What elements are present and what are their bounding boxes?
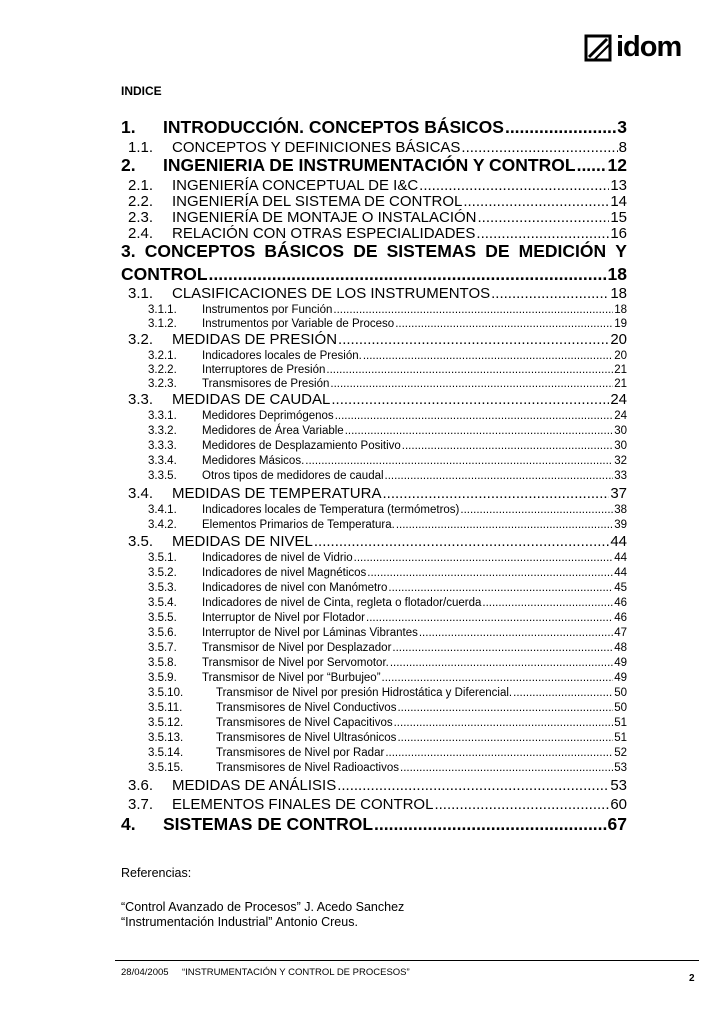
toc-number: 3.5.3.: [148, 582, 177, 594]
toc-leader: [354, 552, 614, 564]
toc-leader: [390, 657, 613, 669]
toc-page: 13: [610, 177, 627, 194]
toc-page: 21: [614, 378, 627, 390]
toc-leader: [333, 304, 613, 316]
toc-number: 3.5.1.: [148, 552, 177, 564]
toc-page: 24: [610, 391, 627, 408]
toc-number: 1.: [121, 117, 136, 137]
toc-leader: [331, 391, 609, 408]
toc-number: 3.3.5.: [148, 470, 177, 482]
toc-title: Instrumentos por Función: [202, 304, 333, 316]
toc-page: 44: [614, 552, 627, 564]
toc-page: 39: [614, 519, 627, 531]
toc-title: Medidores de Área Variable: [202, 425, 344, 437]
toc-title: Medidores Deprimógenos: [202, 410, 334, 422]
toc-leader: [400, 762, 613, 774]
idom-logo-icon: [584, 33, 614, 63]
toc-leader: [382, 672, 614, 684]
toc-page: 16: [610, 225, 627, 242]
toc-leader: [385, 470, 614, 482]
toc-number: 3.5.12.: [148, 717, 184, 729]
toc-number: 3.5.2.: [148, 567, 177, 579]
toc-title: Medidores de Desplazamiento Positivo: [202, 440, 401, 452]
toc-number: 3.1.2.: [148, 318, 177, 330]
toc-number: 3.5.8.: [148, 657, 177, 669]
toc-page: 38: [614, 504, 627, 516]
toc-title-word: Y: [615, 241, 627, 261]
toc-entry[interactable]: [128, 533, 627, 550]
toc-entry[interactable]: [148, 455, 627, 467]
toc-number: 3.5.5.: [148, 612, 177, 624]
toc-leader: [505, 117, 616, 138]
toc-entry[interactable]: [121, 155, 627, 176]
toc-leader: [397, 702, 613, 714]
toc-number: 3.6.: [128, 777, 154, 794]
toc-page: 3: [617, 117, 627, 137]
toc-leader: [395, 318, 613, 330]
toc-entry[interactable]: [128, 777, 627, 794]
toc-number: 3.1.: [128, 285, 154, 302]
toc-entry[interactable]: [121, 117, 627, 138]
toc-entry[interactable]: [128, 285, 627, 302]
toc-number: 3.4.2.: [148, 519, 177, 531]
toc-entry[interactable]: [148, 425, 627, 437]
toc-page: 44: [614, 567, 627, 579]
toc-page: 46: [614, 597, 627, 609]
toc-title: CONCEPTOS Y DEFINICIONES BÁSICAS: [172, 139, 461, 156]
toc-entry[interactable]: [148, 612, 627, 624]
toc-number: 2.: [121, 155, 136, 175]
reference-item: “Control Avanzado de Procesos” J. Acedo Sanchez: [121, 900, 405, 914]
toc-title: INGENIERÍA DEL SISTEMA DE CONTROL: [172, 193, 463, 210]
toc-title: Indicadores de nivel de Cinta, regleta o flotador/cuerda: [202, 597, 482, 609]
toc-entry[interactable]: [148, 687, 627, 699]
toc-title: Transmisor de Nivel por Desplazador: [202, 642, 392, 654]
toc-page: 50: [614, 702, 627, 714]
idom-logo: [584, 33, 680, 65]
toc-page: 50: [614, 687, 627, 699]
toc-entry[interactable]: [128, 331, 627, 348]
toc-title: Elementos Primarios de Temperatura.: [202, 519, 395, 531]
toc-leader: [397, 732, 613, 744]
toc-title: Interruptor de Nivel por Flotador: [202, 612, 365, 624]
toc-leader: [314, 533, 609, 550]
toc-leader: [385, 747, 613, 759]
toc-number: 2.1.: [128, 177, 154, 194]
toc-title: Indicadores de nivel de Vidrio: [202, 552, 353, 564]
toc-title: INGENIERIA DE INSTRUMENTACIÓN Y CONTROL: [163, 155, 576, 175]
toc-page: 44: [610, 533, 627, 550]
toc-title: Transmisores de Nivel por Radar: [216, 747, 385, 759]
toc-page: 67: [607, 814, 627, 834]
toc-title: Transmisores de Nivel Ultrasónicos: [216, 732, 397, 744]
toc-title: Transmisores de Nivel Capacitivos: [216, 717, 393, 729]
toc-leader: [491, 285, 609, 302]
toc-leader: [461, 139, 617, 156]
toc-leader: [419, 177, 609, 194]
logo-text: idom: [616, 31, 682, 63]
toc-leader: [374, 814, 607, 835]
toc-number: 3.2.3.: [148, 378, 177, 390]
toc-leader: [482, 597, 613, 609]
toc-title: Indicadores de nivel con Manómetro: [202, 582, 388, 594]
index-title: INDICE: [121, 84, 162, 98]
toc-number: 3.2.: [128, 331, 154, 348]
toc-title: CLASIFICACIONES DE LOS INSTRUMENTOS: [172, 285, 491, 302]
toc-entry[interactable]: [128, 193, 627, 210]
toc-page: 37: [610, 485, 627, 502]
toc-page: 18: [607, 264, 627, 284]
toc-page: 20: [614, 350, 627, 362]
toc-entry[interactable]: [148, 567, 627, 579]
toc-leader: [366, 612, 613, 624]
toc-number: 3.5.: [128, 533, 154, 550]
toc-leader: [476, 225, 609, 242]
toc-number: 3.5.14.: [148, 747, 184, 759]
toc-page: 20: [610, 331, 627, 348]
toc-number: 2.4.: [128, 225, 154, 242]
toc-entry[interactable]: [128, 225, 627, 242]
toc-entry[interactable]: [148, 410, 627, 422]
toc-number: 3.3.2.: [148, 425, 177, 437]
toc-leader: [338, 331, 609, 348]
toc-entry[interactable]: [121, 814, 627, 835]
toc-page: 51: [614, 717, 627, 729]
reference-item: “Instrumentación Industrial” Antonio Creus.: [121, 915, 358, 929]
toc-number: 3.3.4.: [148, 455, 177, 467]
toc-entry[interactable]: [128, 796, 627, 813]
toc-number: 1.1.: [128, 139, 154, 156]
toc-entry[interactable]: [148, 440, 627, 452]
toc-page: 52: [614, 747, 627, 759]
toc-entry[interactable]: [148, 304, 627, 316]
toc-entry[interactable]: [148, 747, 627, 759]
toc-title-word: SISTEMAS: [386, 241, 477, 261]
toc-number: 3.5.13.: [148, 732, 184, 744]
toc-title: MEDIDAS DE CAUDAL: [172, 391, 331, 408]
toc-number: 3.4.1.: [148, 504, 177, 516]
toc-leader: [394, 717, 614, 729]
footer-doc-title: “INSTRUMENTACIÓN Y CONTROL DE PROCESOS”: [182, 967, 410, 978]
toc-title-line-1: [121, 241, 627, 262]
toc-leader: [335, 410, 614, 422]
toc-entry[interactable]: [148, 702, 627, 714]
toc-title: Transmisores de Nivel Radioactivos: [216, 762, 400, 774]
toc-leader: [577, 155, 607, 176]
toc-leader: [396, 519, 613, 531]
toc-number: 3.2.1.: [148, 350, 177, 362]
toc-title-word: BÁSICOS: [264, 241, 345, 261]
toc-entry[interactable]: [148, 732, 627, 744]
toc-title: Instrumentos por Variable de Proceso: [202, 318, 395, 330]
toc-number: 3.3.1.: [148, 410, 177, 422]
toc-page: 60: [610, 796, 627, 813]
toc-page: 14: [610, 193, 627, 210]
toc-page: 53: [610, 777, 627, 794]
toc-entry[interactable]: [128, 177, 627, 194]
toc-entry[interactable]: [148, 378, 627, 390]
footer-divider: [115, 960, 699, 961]
toc-number: 3.3.3.: [148, 440, 177, 452]
toc-leader: [363, 350, 613, 362]
toc-title-line-2: [121, 264, 627, 285]
references-heading: Referencias:: [121, 866, 192, 880]
toc-page: 48: [614, 642, 627, 654]
toc-title: RELACIÓN CON OTRAS ESPECIALIDADES: [172, 225, 476, 242]
toc-title: Transmisor de Nivel por Servomotor.: [202, 657, 389, 669]
toc-number: 2.3.: [128, 209, 154, 226]
toc-title: ELEMENTOS FINALES DE CONTROL: [172, 796, 434, 813]
toc-leader: [305, 455, 613, 467]
toc-entry[interactable]: [148, 519, 627, 531]
toc-title: INTRODUCCIÓN. CONCEPTOS BÁSICOS: [163, 117, 504, 137]
toc-entry[interactable]: [148, 318, 627, 330]
toc-entry[interactable]: [148, 552, 627, 564]
toc-page: 33: [614, 470, 627, 482]
toc-leader: [345, 425, 614, 437]
toc-number: 3.5.4.: [148, 597, 177, 609]
toc-title: INGENIERÍA CONCEPTUAL DE I&C: [172, 177, 419, 194]
toc-leader: [402, 440, 613, 452]
toc-leader: [382, 485, 609, 502]
toc-leader: [330, 378, 613, 390]
toc-title: Transmisor de Nivel por “Burbujeo”: [202, 672, 381, 684]
toc-entry[interactable]: [148, 762, 627, 774]
toc-title: Interruptores de Presión: [202, 364, 326, 376]
toc-number: 3.5.7.: [148, 642, 177, 654]
toc-leader: [478, 209, 610, 226]
toc-number: 3.5.6.: [148, 627, 177, 639]
toc-title: Medidores Másicos.: [202, 455, 305, 467]
toc-entry[interactable]: [148, 350, 627, 362]
toc-page: 49: [614, 672, 627, 684]
toc-title-word: DE: [485, 241, 510, 261]
toc-entry[interactable]: [148, 364, 627, 376]
toc-title: Transmisores de Nivel Conductivos: [216, 702, 397, 714]
toc-page: 30: [614, 440, 627, 452]
toc-page: 30: [614, 425, 627, 437]
toc-title: Indicadores locales de Presión.: [202, 350, 362, 362]
toc-page: 19: [614, 318, 627, 330]
toc-page: 15: [610, 209, 627, 226]
toc-leader: [337, 777, 609, 794]
toc-number: 4.: [121, 814, 136, 834]
toc-entry[interactable]: [148, 672, 627, 684]
toc-title: Otros tipos de medidores de caudal: [202, 470, 384, 482]
toc-page: 46: [614, 612, 627, 624]
toc-number: 3.2.2.: [148, 364, 177, 376]
footer-date: 28/04/2005: [121, 967, 169, 978]
toc-title: MEDIDAS DE NIVEL: [172, 533, 313, 550]
toc-page: 8: [618, 139, 627, 156]
footer-page-number: 2: [689, 973, 695, 984]
toc-number: 3.: [121, 241, 136, 261]
toc-number: 3.7.: [128, 796, 154, 813]
toc-title: MEDIDAS DE PRESIÓN: [172, 331, 338, 348]
toc-title: Interruptor de Nivel por Láminas Vibrantes: [202, 627, 418, 639]
toc-title-word: MEDICIÓN: [518, 241, 607, 261]
toc-entry[interactable]: [148, 504, 627, 516]
toc-entry[interactable]: [128, 391, 627, 408]
toc-entry[interactable]: [148, 642, 627, 654]
toc-entry[interactable]: [148, 582, 627, 594]
toc-entry[interactable]: [128, 485, 627, 502]
toc-entry[interactable]: [128, 209, 627, 226]
toc-number: 2.2.: [128, 193, 154, 210]
toc-page: 32: [614, 455, 627, 467]
toc-title: Indicadores de nivel Magnéticos: [202, 567, 367, 579]
toc-page: 21: [614, 364, 627, 376]
toc-page: 18: [614, 304, 627, 316]
toc-leader: [209, 264, 607, 285]
toc-number: 3.5.9.: [148, 672, 177, 684]
toc-leader: [388, 582, 613, 594]
toc-title-word: DE: [353, 241, 378, 261]
toc-title: MEDIDAS DE TEMPERATURA: [172, 485, 382, 502]
toc-page: 49: [614, 657, 627, 669]
toc-entry[interactable]: [148, 597, 627, 609]
toc-leader: [460, 504, 613, 516]
toc-page: 53: [614, 762, 627, 774]
toc-page: 12: [607, 155, 627, 175]
toc-title: Indicadores locales de Temperatura (termómetros): [202, 504, 460, 516]
toc-entry[interactable]: [128, 139, 627, 156]
toc-number: 3.5.10.: [148, 687, 184, 699]
toc-entry[interactable]: [148, 470, 627, 482]
toc-number: 3.1.1.: [148, 304, 177, 316]
toc-leader: [419, 627, 613, 639]
toc-entry[interactable]: [148, 627, 627, 639]
toc-leader: [367, 567, 613, 579]
toc-title: MEDIDAS DE ANÁLISIS: [172, 777, 337, 794]
toc-leader: [434, 796, 609, 813]
toc-page: 51: [614, 732, 627, 744]
toc-leader: [326, 364, 613, 376]
toc-leader: [513, 687, 613, 699]
toc-leader: [463, 193, 609, 210]
toc-leader: [392, 642, 613, 654]
toc-title: Transmisor de Nivel por presión Hidrostática y Diferencial.: [216, 687, 513, 699]
toc-number: 3.4.: [128, 485, 154, 502]
toc-title-word: CONCEPTOS: [144, 241, 256, 261]
toc-entry[interactable]: [148, 717, 627, 729]
toc-title: SISTEMAS DE CONTROL: [163, 814, 374, 834]
toc-title: CONTROL: [121, 264, 208, 284]
toc-number: 3.5.11.: [148, 702, 183, 714]
toc-page: 47: [614, 627, 627, 639]
toc-page: 45: [614, 582, 627, 594]
toc-page: 24: [614, 410, 627, 422]
toc-number: 3.3.: [128, 391, 154, 408]
toc-number: 3.5.15.: [148, 762, 184, 774]
toc-title: INGENIERÍA DE MONTAJE O INSTALACIÓN: [172, 209, 477, 226]
toc-entry[interactable]: [148, 657, 627, 669]
toc-page: 18: [610, 285, 627, 302]
toc-entry[interactable]: [121, 241, 627, 285]
toc-title: Transmisores de Presión: [202, 378, 330, 390]
